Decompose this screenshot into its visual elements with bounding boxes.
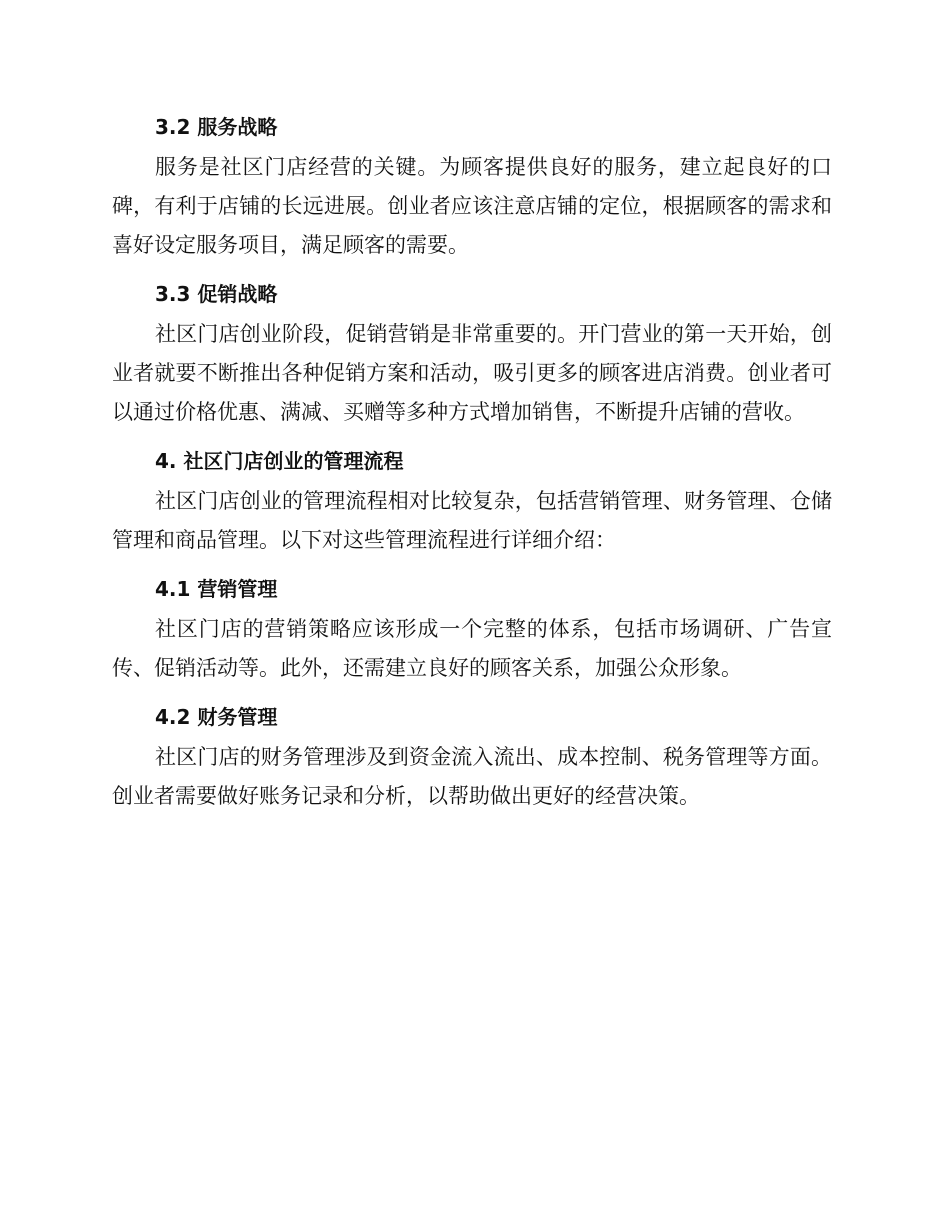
section-heading-4: 4. 社区门店创业的管理流程 [155,449,404,473]
document-body [112,106,832,824]
section-paragraph-4-2: 社区门店的财务管理涉及到资金流入流出、成本控制、税务管理等方面。创业者需要做好账务记录和分析，以帮助做出更好的经营决策。 [112,745,832,808]
section-paragraph-3-2: 服务是社区门店经营的关键。为顾客提供良好的服务，建立起良好的口碑，有利于店铺的长远进展。创业者应该注意店铺的定位，根据顾客的需求和喜好设定服务项目，满足顾客的需要。 [112,155,832,257]
section-heading-3-3: 3.3 促销战略 [155,282,278,306]
section-paragraph-4: 社区门店创业的管理流程相对比较复杂，包括营销管理、财务管理、仓储管理和商品管理。以下对这些管理流程进行详细介绍： [112,489,832,552]
section-paragraph-4-1: 社区门店的营销策略应该形成一个完整的体系，包括市场调研、广告宣传、促销活动等。此外，还需建立良好的顾客关系，加强公众形象。 [112,617,832,680]
section-heading-4-1: 4.1 营销管理 [155,577,278,601]
section-heading-3-2: 3.2 服务战略 [155,115,278,139]
section-heading-4-2: 4.2 财务管理 [155,705,278,729]
section-paragraph-3-3: 社区门店创业阶段，促销营销是非常重要的。开门营业的第一天开始，创业者就要不断推出各种促销方案和活动，吸引更多的顾客进店消费。创业者可以通过价格优惠、满减、买赠等多种方式增加销售，不断提升店铺的营收。 [112,322,832,424]
